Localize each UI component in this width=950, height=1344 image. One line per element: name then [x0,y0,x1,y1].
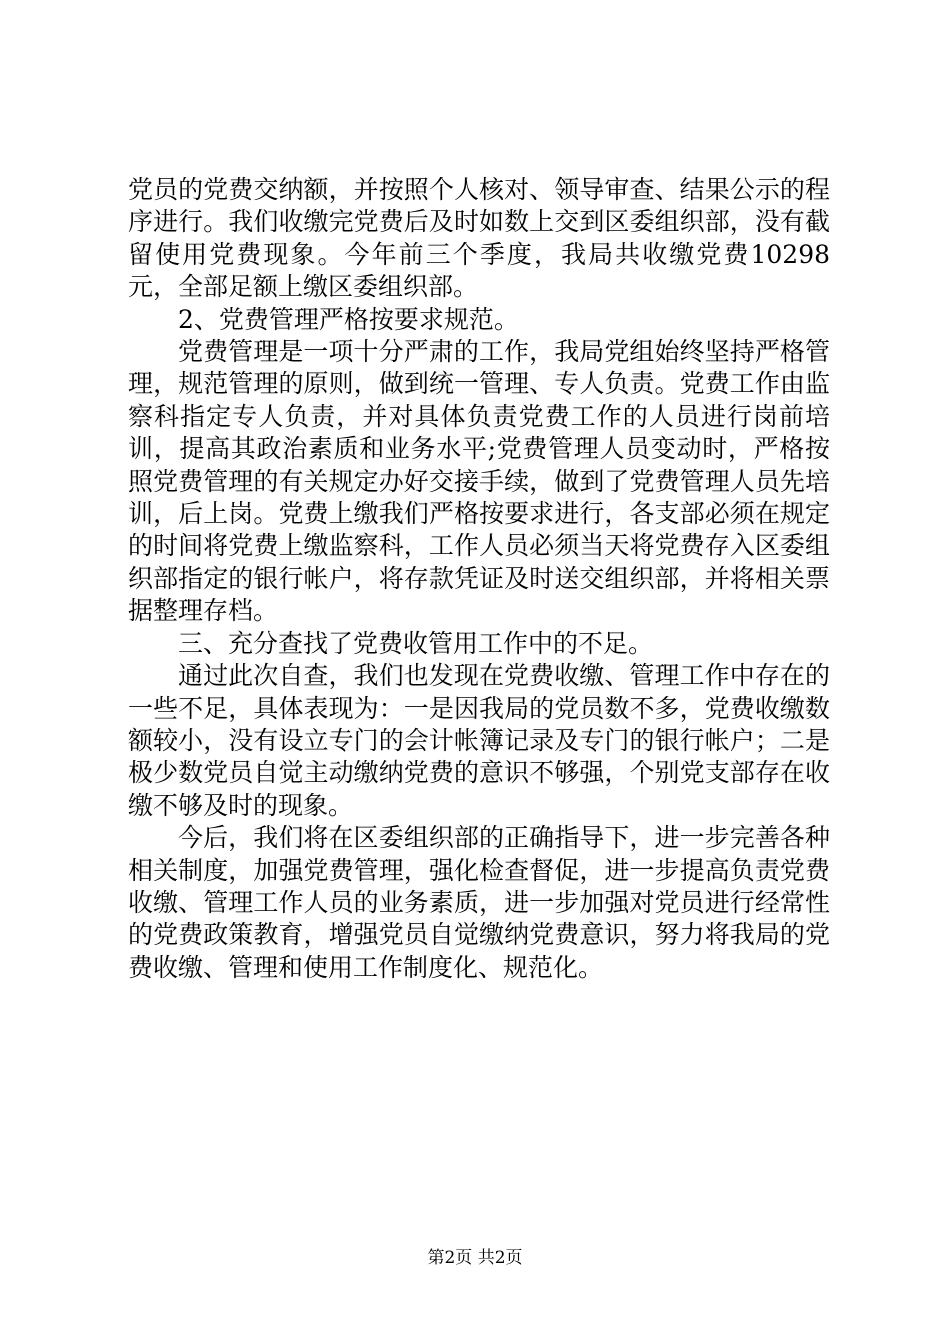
section-heading-shortcomings: 三、充分查找了党费收管用工作中的不足。 [178,628,654,658]
page-footer: 第2页 共2页 [427,1248,523,1268]
paragraph-shortcomings: 通过此次自查，我们也发现在党费收缴、管理工作中存在的一些不足，具体表现为：一是因我局的党员数不多，党费收缴数额较小，没有设立专门的会计帐簿记录及专门的银行帐户；二是极少数党员自觉主动缴纳党费的意识不够强，个别党支部存在收缴不够及时的现象。 [128,661,830,820]
section-heading-fee-management: 2、党费管理严格按要求规范。 [178,304,519,334]
paragraph-future-plans: 今后，我们将在区委组织部的正确指导下，进一步完善各种相关制度，加强党费管理，强化检查督促，进一步提高负责党费收缴、管理工作人员的业务素质，进一步加强对党员进行经常性的党费政策教育，增强党员自觉缴纳党费意识，努力将我局的党费收缴、管理和使用工作制度化、规范化。 [128,823,830,982]
paragraph-fee-management: 党费管理是一项十分严肃的工作，我局党组始终坚持严格管理，规范管理的原则，做到统一管理、专人负责。党费工作由监察科指定专人负责，并对具体负责党费工作的人员进行岗前培训，提高其政治素质和业务水平;党费管理人员变动时，严格按照党费管理的有关规定办好交接手续，做到了党费管理人员先培训，后上岗。党费上缴我们严格按要求进行，各支部必须在规定的时间将党费上缴监察科，工作人员必须当天将党费存入区委组织部指定的银行帐户，将存款凭证及时送交组织部，并将相关票据整理存档。 [128,337,830,626]
document-body [128,174,830,984]
paragraph-continuation: 党员的党费交纳额，并按照个人核对、领导审查、结果公示的程序进行。我们收缴完党费后及时如数上交到区委组织部，没有截留使用党费现象。今年前三个季度，我局共收缴党费10298元，全部足额上缴区委组织部。 [128,175,830,302]
